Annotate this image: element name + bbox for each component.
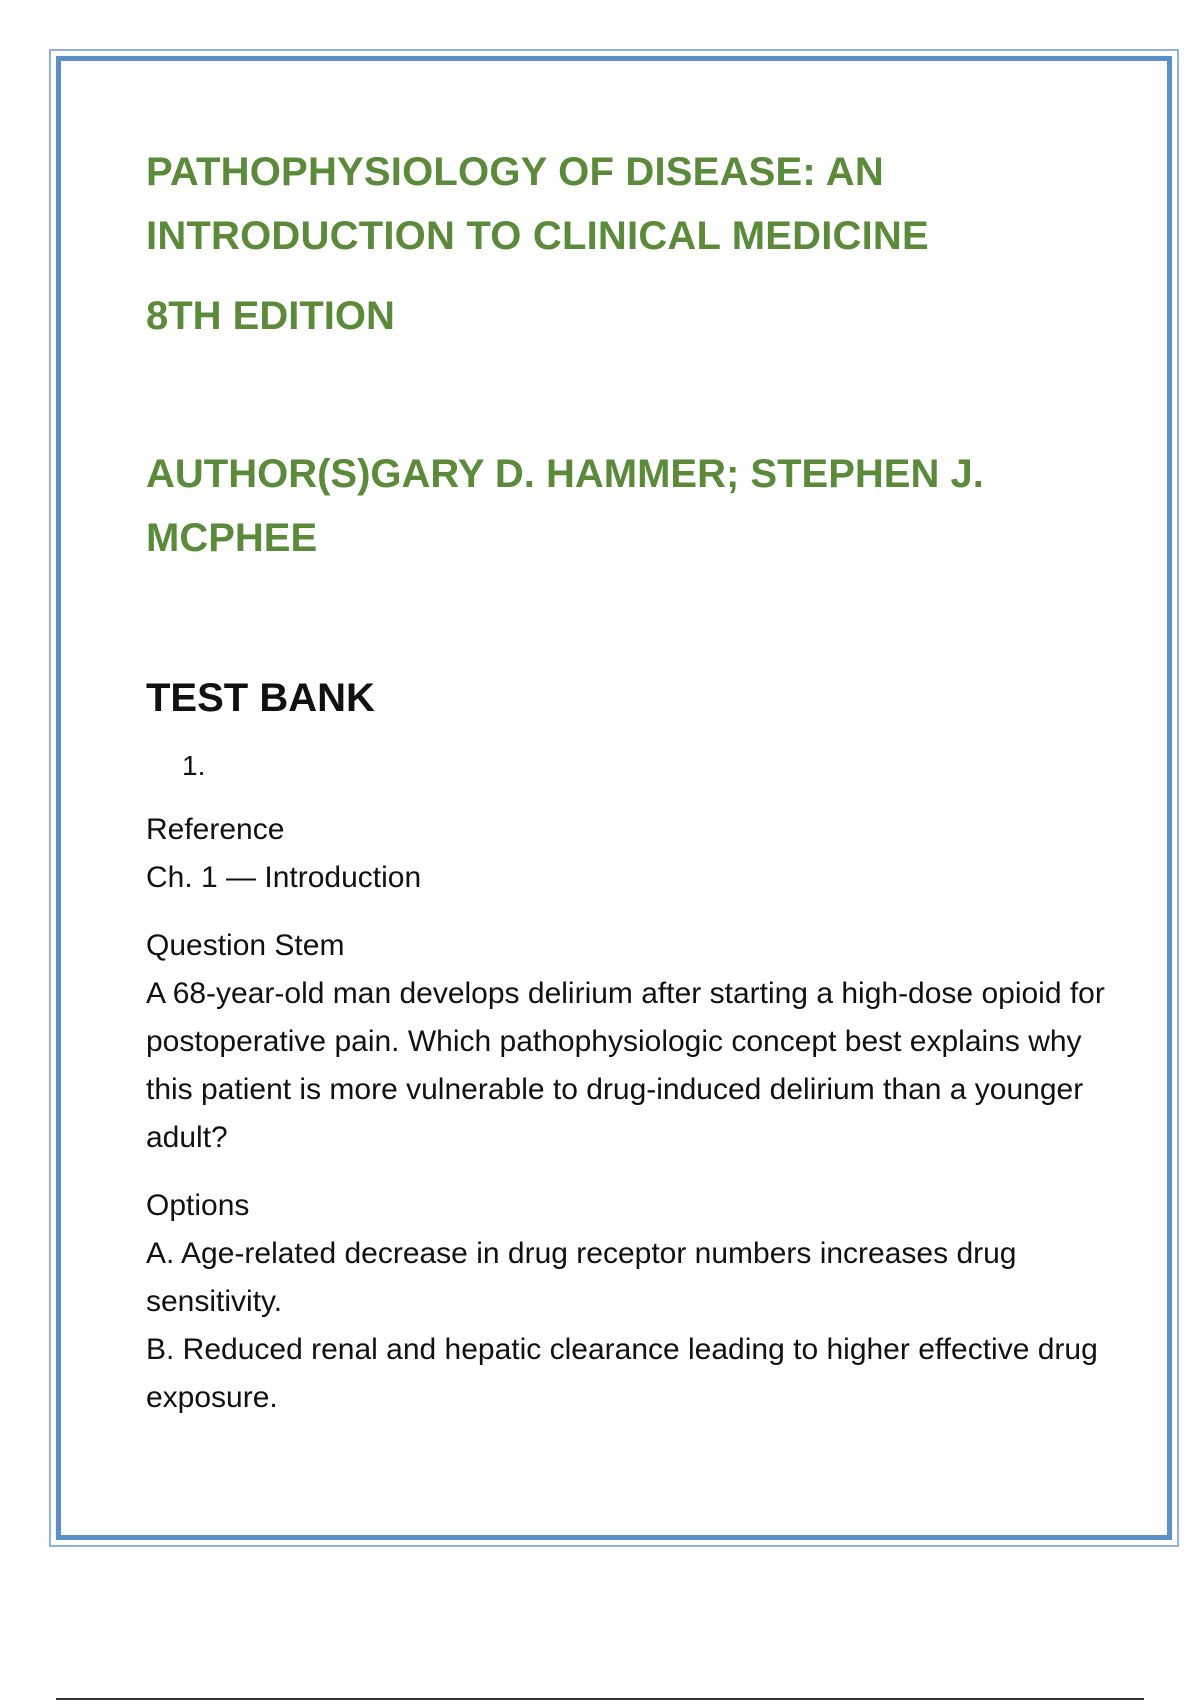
question-stem-text: A 68-year-old man develops delirium after starting a high-dose opioid for postoperative pain. Which pathophysiologic concept best explains why this patient is more vulnerable to drug-induced delirium than a younger adult? bbox=[146, 977, 1105, 1154]
book-authors bbox=[146, 442, 1106, 570]
reference-value: Ch. 1 — Introduction bbox=[146, 861, 422, 894]
options-label: Options bbox=[146, 1189, 250, 1222]
book-title-line-2: INTRODUCTION TO CLINICAL MEDICINE bbox=[146, 214, 929, 258]
authors-line-1: AUTHOR(S)GARY D. HAMMER; STEPHEN J. bbox=[146, 452, 984, 496]
option-b: B. Reduced renal and hepatic clearance leading to higher effective drug exposure. bbox=[146, 1333, 1098, 1414]
section-heading: TEST BANK bbox=[146, 676, 375, 720]
authors-line-2: MCPHEE bbox=[146, 516, 318, 560]
question-stem-label: Question Stem bbox=[146, 929, 345, 962]
book-edition: 8TH EDITION bbox=[146, 294, 395, 338]
book-title-line-1: PATHOPHYSIOLOGY OF DISEASE: AN bbox=[146, 150, 884, 194]
option-a: A. Age-related decrease in drug receptor numbers increases drug sensitivity. bbox=[146, 1237, 1017, 1318]
question-number: 1. bbox=[182, 750, 206, 781]
document-body bbox=[146, 140, 1106, 1422]
reference-label: Reference bbox=[146, 813, 285, 846]
